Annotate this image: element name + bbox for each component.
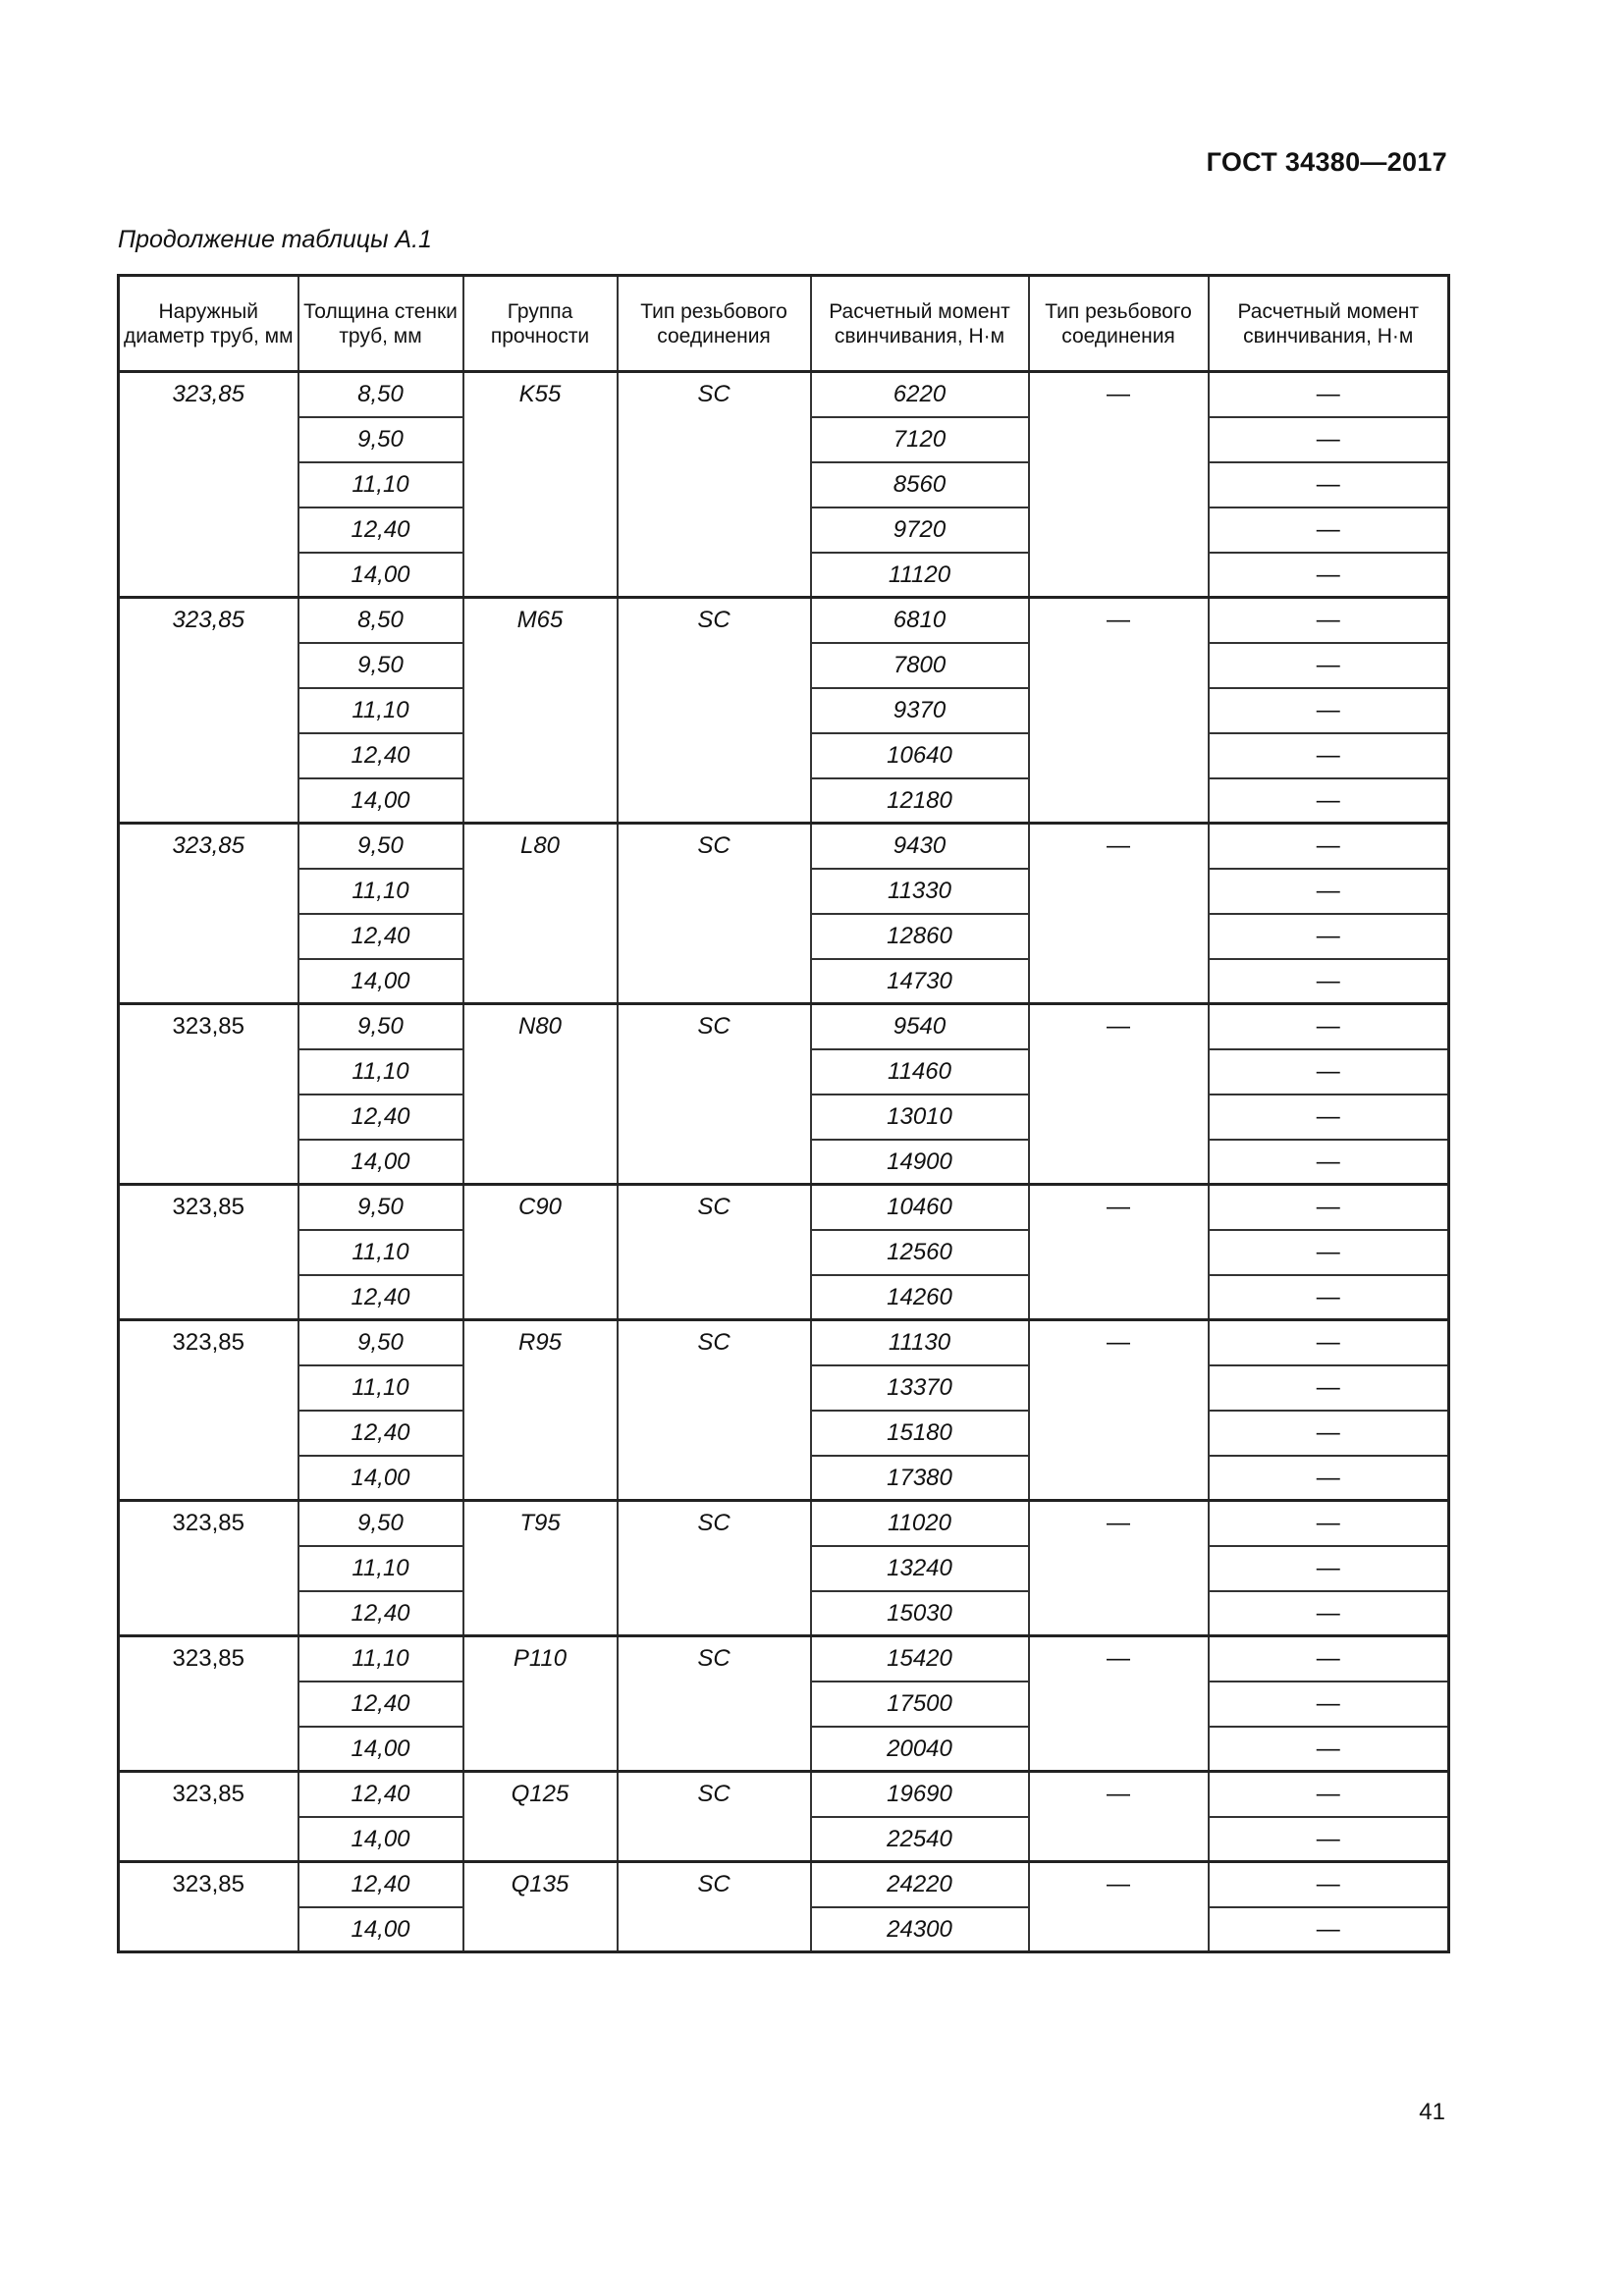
cell-torque-2: — [1209, 959, 1449, 1004]
cell-wall-thickness: 14,00 [298, 959, 463, 1004]
cell-torque: 14730 [811, 959, 1029, 1004]
cell-torque: 11460 [811, 1049, 1029, 1095]
cell-outer-diameter: 323,85 [119, 372, 298, 598]
table-row [119, 1501, 1449, 1546]
cell-torque-2: — [1209, 688, 1449, 733]
table-header-row [119, 276, 1449, 372]
cell-thread-type-2: — [1029, 1772, 1209, 1862]
cell-wall-thickness: 12,40 [298, 1772, 463, 1817]
cell-thread-type: SC [618, 1862, 811, 1952]
cell-torque-2: — [1209, 1049, 1449, 1095]
cell-torque-2: — [1209, 1907, 1449, 1952]
cell-torque: 19690 [811, 1772, 1029, 1817]
cell-thread-type-2: — [1029, 1636, 1209, 1772]
cell-torque: 22540 [811, 1817, 1029, 1862]
cell-outer-diameter: 323,85 [119, 1004, 298, 1185]
torque-table [117, 274, 1450, 1953]
cell-torque-2: — [1209, 733, 1449, 778]
cell-wall-thickness: 14,00 [298, 1907, 463, 1952]
cell-thread-type-2: — [1029, 598, 1209, 824]
col-header-strength-group: Группа прочности [463, 276, 618, 372]
cell-strength-group: N80 [463, 1004, 618, 1185]
cell-outer-diameter: 323,85 [119, 1501, 298, 1636]
cell-torque-2: — [1209, 1727, 1449, 1772]
cell-torque-2: — [1209, 778, 1449, 824]
cell-wall-thickness: 9,50 [298, 1004, 463, 1049]
cell-thread-type-2: — [1029, 1862, 1209, 1952]
cell-torque: 15180 [811, 1411, 1029, 1456]
cell-thread-type: SC [618, 1636, 811, 1772]
table-row [119, 1004, 1449, 1049]
col-header-thread-type-2: Тип резьбового соединения [1029, 276, 1209, 372]
table-row [119, 1636, 1449, 1682]
table-row [119, 1862, 1449, 1907]
cell-torque-2: — [1209, 1591, 1449, 1636]
cell-torque: 13010 [811, 1095, 1029, 1140]
table-caption: Продолжение таблицы А.1 [118, 226, 432, 253]
cell-wall-thickness: 14,00 [298, 1140, 463, 1185]
cell-wall-thickness: 9,50 [298, 643, 463, 688]
cell-torque: 8560 [811, 462, 1029, 507]
cell-torque-2: — [1209, 1320, 1449, 1365]
cell-wall-thickness: 11,10 [298, 462, 463, 507]
cell-torque: 10640 [811, 733, 1029, 778]
cell-thread-type: SC [618, 824, 811, 1004]
cell-torque-2: — [1209, 1365, 1449, 1411]
table-row [119, 1772, 1449, 1817]
cell-torque: 13240 [811, 1546, 1029, 1591]
cell-torque: 24220 [811, 1862, 1029, 1907]
cell-wall-thickness: 11,10 [298, 1230, 463, 1275]
cell-wall-thickness: 11,10 [298, 688, 463, 733]
cell-wall-thickness: 9,50 [298, 1320, 463, 1365]
col-header-wall-thickness: Толщина стенки труб, мм [298, 276, 463, 372]
cell-wall-thickness: 8,50 [298, 598, 463, 643]
cell-torque-2: — [1209, 1501, 1449, 1546]
cell-torque-2: — [1209, 372, 1449, 417]
cell-outer-diameter: 323,85 [119, 598, 298, 824]
cell-thread-type-2: — [1029, 1320, 1209, 1501]
cell-wall-thickness: 12,40 [298, 1275, 463, 1320]
cell-torque: 6810 [811, 598, 1029, 643]
cell-torque: 14260 [811, 1275, 1029, 1320]
cell-outer-diameter: 323,85 [119, 1636, 298, 1772]
cell-torque: 9720 [811, 507, 1029, 553]
cell-outer-diameter: 323,85 [119, 1772, 298, 1862]
cell-thread-type-2: — [1029, 824, 1209, 1004]
cell-torque: 6220 [811, 372, 1029, 417]
cell-torque: 11120 [811, 553, 1029, 598]
cell-strength-group: R95 [463, 1320, 618, 1501]
cell-torque: 11330 [811, 869, 1029, 914]
col-header-torque: Расчетный момент свинчивания, Н·м [811, 276, 1029, 372]
cell-wall-thickness: 9,50 [298, 1501, 463, 1546]
cell-torque-2: — [1209, 1411, 1449, 1456]
cell-torque: 15420 [811, 1636, 1029, 1682]
cell-thread-type: SC [618, 598, 811, 824]
cell-torque: 7120 [811, 417, 1029, 462]
table-row [119, 598, 1449, 643]
cell-torque-2: — [1209, 1682, 1449, 1727]
cell-torque: 9370 [811, 688, 1029, 733]
cell-wall-thickness: 12,40 [298, 1682, 463, 1727]
cell-torque-2: — [1209, 1004, 1449, 1049]
cell-wall-thickness: 12,40 [298, 914, 463, 959]
col-header-torque-2: Расчетный момент свинчивания, Н·м [1209, 276, 1449, 372]
cell-wall-thickness: 12,40 [298, 1862, 463, 1907]
cell-strength-group: C90 [463, 1185, 618, 1320]
cell-torque: 24300 [811, 1907, 1029, 1952]
cell-torque: 12860 [811, 914, 1029, 959]
cell-thread-type-2: — [1029, 1185, 1209, 1320]
cell-wall-thickness: 9,50 [298, 1185, 463, 1230]
cell-wall-thickness: 14,00 [298, 1727, 463, 1772]
cell-torque-2: — [1209, 643, 1449, 688]
cell-strength-group: Q125 [463, 1772, 618, 1862]
cell-torque: 12560 [811, 1230, 1029, 1275]
cell-wall-thickness: 12,40 [298, 1591, 463, 1636]
cell-torque: 17380 [811, 1456, 1029, 1501]
cell-strength-group: T95 [463, 1501, 618, 1636]
cell-thread-type: SC [618, 1772, 811, 1862]
col-header-outer-diameter: Наружный диаметр труб, мм [119, 276, 298, 372]
cell-wall-thickness: 11,10 [298, 869, 463, 914]
cell-torque: 14900 [811, 1140, 1029, 1185]
cell-wall-thickness: 11,10 [298, 1365, 463, 1411]
cell-outer-diameter: 323,85 [119, 1862, 298, 1952]
cell-thread-type-2: — [1029, 1501, 1209, 1636]
cell-wall-thickness: 14,00 [298, 1456, 463, 1501]
cell-torque: 20040 [811, 1727, 1029, 1772]
cell-outer-diameter: 323,85 [119, 824, 298, 1004]
cell-torque-2: — [1209, 1185, 1449, 1230]
cell-wall-thickness: 12,40 [298, 1411, 463, 1456]
cell-torque: 15030 [811, 1591, 1029, 1636]
cell-wall-thickness: 12,40 [298, 1095, 463, 1140]
cell-wall-thickness: 9,50 [298, 417, 463, 462]
cell-torque: 11020 [811, 1501, 1029, 1546]
cell-torque-2: — [1209, 824, 1449, 869]
cell-torque-2: — [1209, 1772, 1449, 1817]
cell-torque: 11130 [811, 1320, 1029, 1365]
cell-torque-2: — [1209, 417, 1449, 462]
cell-torque-2: — [1209, 1546, 1449, 1591]
cell-torque-2: — [1209, 1456, 1449, 1501]
cell-torque-2: — [1209, 553, 1449, 598]
cell-strength-group: P110 [463, 1636, 618, 1772]
cell-torque: 17500 [811, 1682, 1029, 1727]
col-header-thread-type: Тип резьбового соединения [618, 276, 811, 372]
cell-torque: 7800 [811, 643, 1029, 688]
cell-torque-2: — [1209, 869, 1449, 914]
cell-torque: 9430 [811, 824, 1029, 869]
cell-torque: 9540 [811, 1004, 1029, 1049]
cell-torque-2: — [1209, 1275, 1449, 1320]
cell-torque-2: — [1209, 1862, 1449, 1907]
table-row [119, 372, 1449, 417]
cell-thread-type: SC [618, 1185, 811, 1320]
cell-thread-type-2: — [1029, 1004, 1209, 1185]
cell-wall-thickness: 14,00 [298, 778, 463, 824]
cell-torque-2: — [1209, 462, 1449, 507]
cell-thread-type-2: — [1029, 372, 1209, 598]
cell-wall-thickness: 14,00 [298, 1817, 463, 1862]
cell-torque-2: — [1209, 1140, 1449, 1185]
cell-wall-thickness: 11,10 [298, 1049, 463, 1095]
cell-torque: 12180 [811, 778, 1029, 824]
cell-outer-diameter: 323,85 [119, 1320, 298, 1501]
cell-wall-thickness: 14,00 [298, 553, 463, 598]
cell-thread-type: SC [618, 1501, 811, 1636]
cell-wall-thickness: 12,40 [298, 507, 463, 553]
cell-strength-group: L80 [463, 824, 618, 1004]
cell-strength-group: Q135 [463, 1862, 618, 1952]
page-number: 41 [1419, 2099, 1445, 2125]
cell-torque: 10460 [811, 1185, 1029, 1230]
cell-torque-2: — [1209, 1230, 1449, 1275]
cell-wall-thickness: 8,50 [298, 372, 463, 417]
cell-wall-thickness: 9,50 [298, 824, 463, 869]
cell-wall-thickness: 11,10 [298, 1546, 463, 1591]
cell-torque-2: — [1209, 914, 1449, 959]
cell-torque: 13370 [811, 1365, 1029, 1411]
cell-strength-group: K55 [463, 372, 618, 598]
cell-thread-type: SC [618, 1004, 811, 1185]
cell-wall-thickness: 12,40 [298, 733, 463, 778]
cell-torque-2: — [1209, 1817, 1449, 1862]
cell-wall-thickness: 11,10 [298, 1636, 463, 1682]
cell-strength-group: M65 [463, 598, 618, 824]
cell-torque-2: — [1209, 1636, 1449, 1682]
cell-outer-diameter: 323,85 [119, 1185, 298, 1320]
cell-thread-type: SC [618, 372, 811, 598]
cell-torque-2: — [1209, 507, 1449, 553]
table-row [119, 824, 1449, 869]
cell-thread-type: SC [618, 1320, 811, 1501]
table-row [119, 1185, 1449, 1230]
cell-torque-2: — [1209, 598, 1449, 643]
cell-torque-2: — [1209, 1095, 1449, 1140]
standard-code: ГОСТ 34380—2017 [1206, 147, 1447, 177]
table-row [119, 1320, 1449, 1365]
